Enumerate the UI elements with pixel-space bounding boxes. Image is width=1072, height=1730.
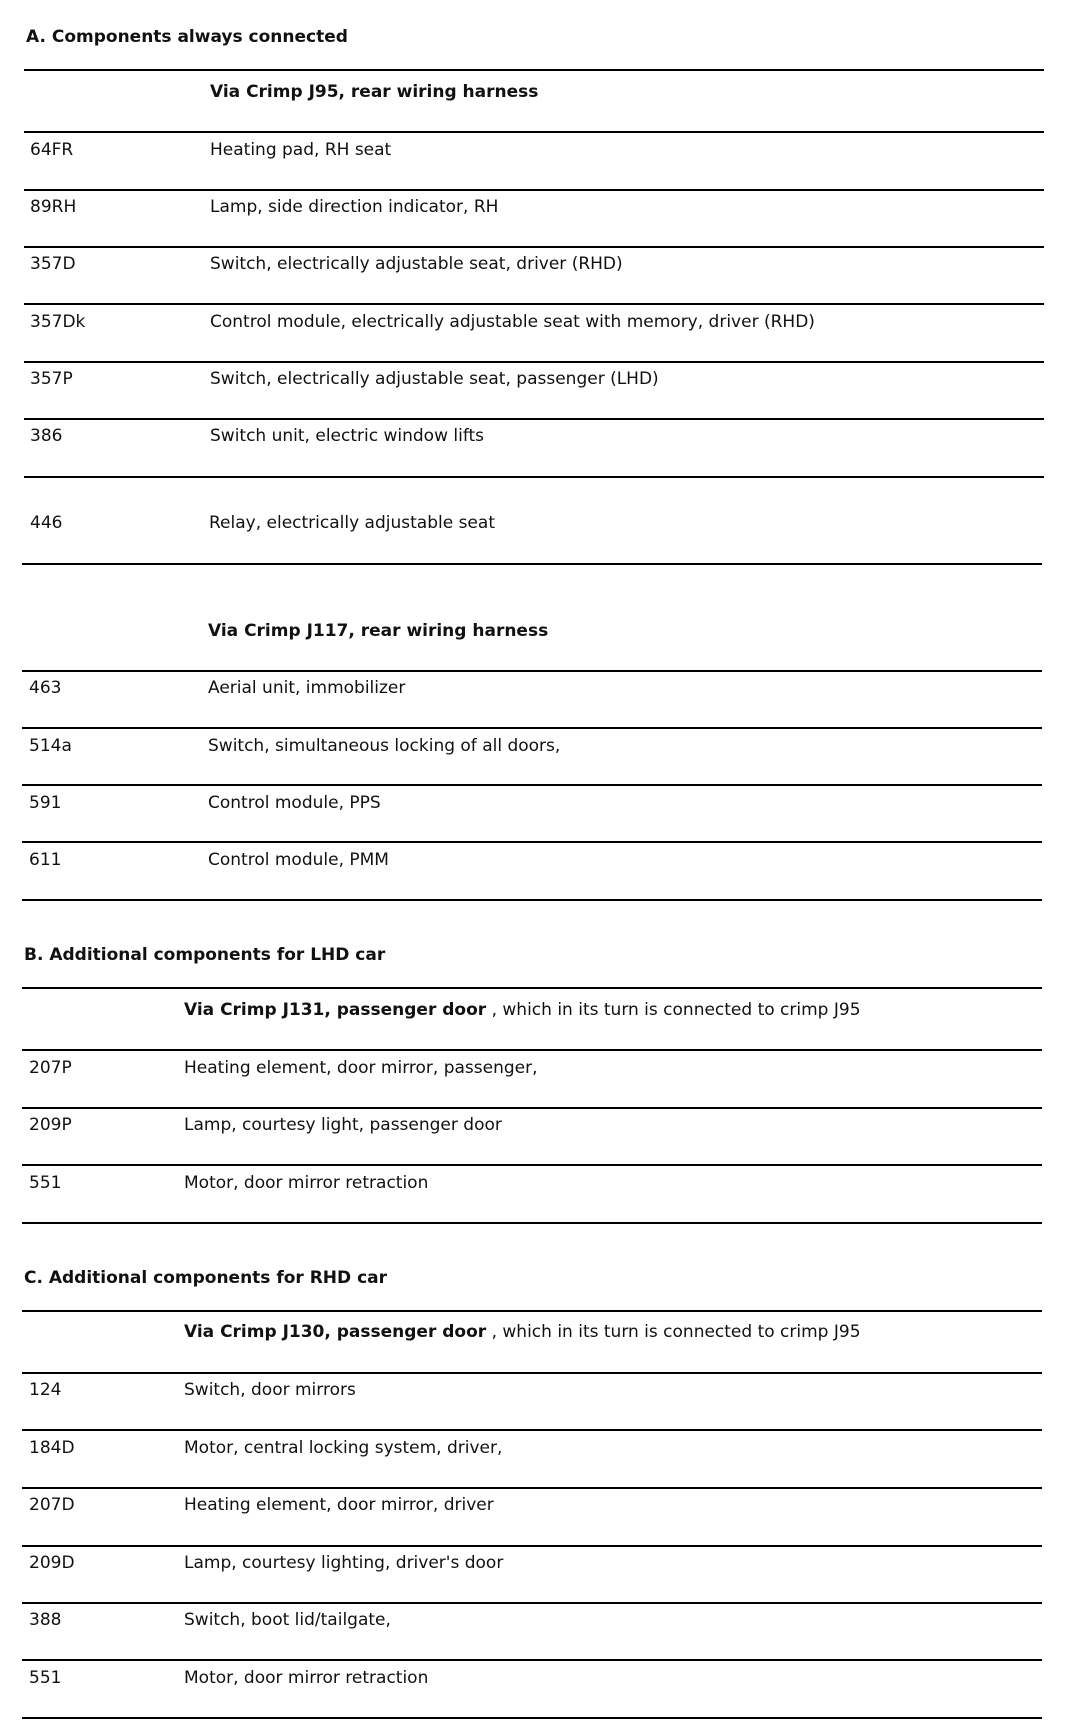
row-code: 611	[29, 850, 62, 870]
row-desc: Motor, door mirror retraction	[184, 1173, 429, 1193]
table-rule	[22, 1545, 1042, 1547]
row-code: 388	[29, 1610, 62, 1630]
table-rule	[22, 1049, 1042, 1051]
table-rule	[24, 361, 1044, 363]
row-desc: Switch, boot lid/tailgate,	[184, 1610, 391, 1630]
section-b-title: B. Additional components for LHD car	[24, 945, 386, 965]
row-desc: Switch, electrically adjustable seat, passenger (LHD)	[210, 369, 659, 389]
row-desc: Relay, electrically adjustable seat	[209, 513, 495, 533]
row-desc: Switch, simultaneous locking of all doors,	[208, 736, 561, 756]
table-rule	[22, 1310, 1042, 1312]
group-header: Via Crimp J117, rear wiring harness	[208, 621, 549, 641]
row-code: 209D	[29, 1553, 75, 1573]
row-desc: Heating element, door mirror, passenger,	[184, 1058, 538, 1078]
table-rule	[22, 1107, 1042, 1109]
row-desc: Switch, electrically adjustable seat, driver (RHD)	[210, 254, 623, 274]
row-desc: Heating pad, RH seat	[210, 140, 392, 160]
table-rule	[22, 670, 1042, 672]
table-rule	[22, 1659, 1042, 1661]
row-code: 446	[30, 513, 63, 533]
row-desc: Control module, PMM	[208, 850, 389, 870]
table-rule	[22, 841, 1042, 843]
table-rule	[22, 987, 1042, 989]
table-rule	[24, 418, 1044, 420]
row-code: 207P	[29, 1058, 72, 1078]
table-rule	[24, 476, 1044, 478]
row-desc: Control module, PPS	[208, 793, 381, 813]
table-rule	[22, 727, 1042, 729]
table-rule	[22, 563, 1042, 565]
row-code: 551	[29, 1668, 62, 1688]
row-code: 64FR	[30, 140, 74, 160]
row-desc: Lamp, courtesy lighting, driver's door	[184, 1553, 504, 1573]
row-desc: Aerial unit, immobilizer	[208, 678, 406, 698]
group-header: Via Crimp J130, passenger door , which in its turn is connected to crimp J95	[184, 1322, 861, 1342]
row-desc: Heating element, door mirror, driver	[184, 1495, 494, 1515]
row-desc: Control module, electrically adjustable seat with memory, driver (RHD)	[210, 312, 815, 332]
table-rule	[22, 1372, 1042, 1374]
table-rule	[24, 69, 1044, 71]
row-desc: Switch unit, electric window lifts	[210, 426, 485, 446]
section-c-title: C. Additional components for RHD car	[24, 1268, 388, 1288]
row-code: 357P	[30, 369, 73, 389]
table-rule	[24, 246, 1044, 248]
row-code: 591	[29, 793, 62, 813]
table-rule	[22, 1717, 1042, 1719]
table-rule	[22, 1487, 1042, 1489]
table-rule	[22, 1164, 1042, 1166]
row-code: 207D	[29, 1495, 75, 1515]
row-code: 124	[29, 1380, 62, 1400]
table-rule	[22, 1429, 1042, 1431]
row-desc: Lamp, courtesy light, passenger door	[184, 1115, 502, 1135]
table-rule	[22, 899, 1042, 901]
table-rule	[24, 189, 1044, 191]
row-code: 386	[30, 426, 63, 446]
table-rule	[22, 784, 1042, 786]
row-code: 514a	[29, 736, 72, 756]
row-desc: Switch, door mirrors	[184, 1380, 356, 1400]
row-desc: Motor, central locking system, driver,	[184, 1438, 503, 1458]
table-rule	[22, 1602, 1042, 1604]
group-header: Via Crimp J131, passenger door , which in its turn is connected to crimp J95	[184, 1000, 861, 1020]
row-code: 551	[29, 1173, 62, 1193]
row-code: 184D	[29, 1438, 75, 1458]
table-rule	[24, 303, 1044, 305]
table-rule	[24, 131, 1044, 133]
row-code: 209P	[29, 1115, 72, 1135]
section-a-title: A. Components always connected	[26, 27, 348, 47]
row-code: 357Dk	[30, 312, 86, 332]
table-rule	[22, 1222, 1042, 1224]
row-code: 463	[29, 678, 62, 698]
row-desc: Lamp, side direction indicator, RH	[210, 197, 499, 217]
group-header: Via Crimp J95, rear wiring harness	[210, 82, 539, 102]
row-code: 357D	[30, 254, 76, 274]
row-desc: Motor, door mirror retraction	[184, 1668, 429, 1688]
row-code: 89RH	[30, 197, 77, 217]
